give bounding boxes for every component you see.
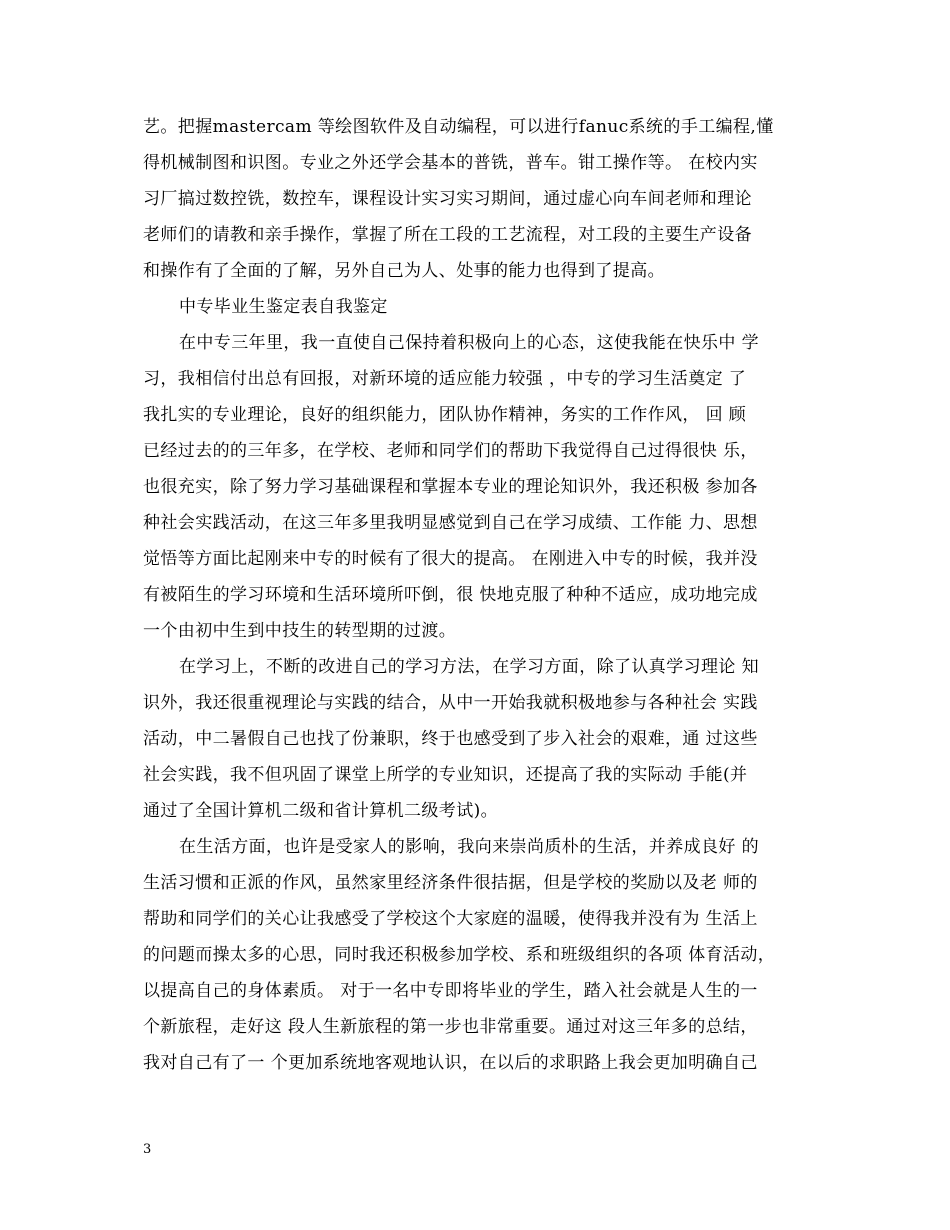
page-number: 3 [143,1142,152,1157]
paragraph-1-line-9: 一个由初中生到中技生的转型期的过渡。 [143,621,457,641]
paragraph-3-line-6: 个新旅程，走好这 段人生新旅程的第一步也非常重要。通过对这三年多的总结， [143,1017,758,1037]
paragraph-1-line-8: 有被陌生的学习环境和生活环境所吓倒，很 快地克服了种种不适应，成功地完成 [143,585,758,605]
text-line-1: 艺。把握mastercam 等绘图软件及自动编程，可以进行fanuc系统的手工编程,懂 [143,117,774,137]
paragraph-1-line-4: 已经过去的的三年多，在学校、老师和同学们的帮助下我觉得自己过得很快 乐， [143,441,758,461]
paragraph-2-line-3: 活动，中二暑假自己也找了份兼职，终于也感受到了步入社会的艰难，通 过这些 [143,729,758,749]
paragraph-2-line-4: 社会实践，我不但巩固了课堂上所学的专业知识，还提高了我的实际动 手能(并 [143,765,748,785]
section-heading: 中专毕业生鉴定表自我鉴定 [179,297,388,317]
paragraph-3-line-3: 帮助和同学们的关心让我感受了学校这个大家庭的温暖，使得我并没有为 生活上 [143,909,758,929]
paragraph-3-line-1: 在生活方面，也许是受家人的影响，我向来崇尚质朴的生活，并养成良好 的 [179,837,760,857]
paragraph-3-line-7: 我对自己有了一 个更加系统地客观地认识，在以后的求职路上我会更加明确自己 [143,1053,758,1073]
paragraph-1-line-6: 种社会实践活动，在这三年多里我明显感觉到自己在学习成绩、工作能 力、思想 [143,513,758,533]
paragraph-2-line-1: 在学习上，不断的改进自己的学习方法，在学习方面，除了认真学习理论 知 [179,657,760,677]
text-line-4: 老师们的请教和亲手操作，掌握了所在工段的工艺流程，对工段的主要生产设备 [143,225,752,245]
paragraph-3-line-2: 生活习惯和正派的作风，虽然家里经济条件很拮据，但是学校的奖励以及老 师的 [143,873,758,893]
paragraph-3-line-4: 的问题而操太多的心思，同时我还积极参加学校、系和班级组织的各项 体育活动， [143,945,776,965]
text-line-3: 习厂搞过数控铣，数控车，课程设计实习实习期间，通过虚心向车间老师和理论 [143,189,752,209]
paragraph-3-line-5: 以提高自己的身体素质。 对于一名中专即将毕业的学生，踏入社会就是人生的一 [143,981,758,1001]
paragraph-1-line-7: 觉悟等方面比起刚来中专的时候有了很大的提高。 在刚进入中专的时候，我并没 [143,549,758,569]
paragraph-1-line-2: 习，我相信付出总有回报，对新环境的适应能力较强 ，中专的学习生活奠定 了 [143,369,747,389]
text-line-2: 得机械制图和识图。专业之外还学会基本的普铣，普车。钳工操作等。 在校内实 [143,153,758,173]
paragraph-1-line-5: 也很充实，除了努力学习基础课程和掌握本专业的理论知识外，我还积极 参加各 [143,477,758,497]
paragraph-1-line-1: 在中专三年里，我一直使自己保持着积极向上的心态，这使我能在快乐中 学 [179,333,760,353]
paragraph-1-line-3: 我扎实的专业理论，良好的组织能力，团队协作精神，务实的工作作风， 回 顾 [143,405,747,425]
text-line-5: 和操作有了全面的了解，另外自己为人、处事的能力也得到了提高。 [143,261,665,281]
paragraph-2-line-5: 通过了全国计算机二级和省计算机二级考试)。 [143,801,499,821]
paragraph-2-line-2: 识外，我还很重视理论与实践的结合，从中一开始我就积极地参与各种社会 实践 [143,693,758,713]
